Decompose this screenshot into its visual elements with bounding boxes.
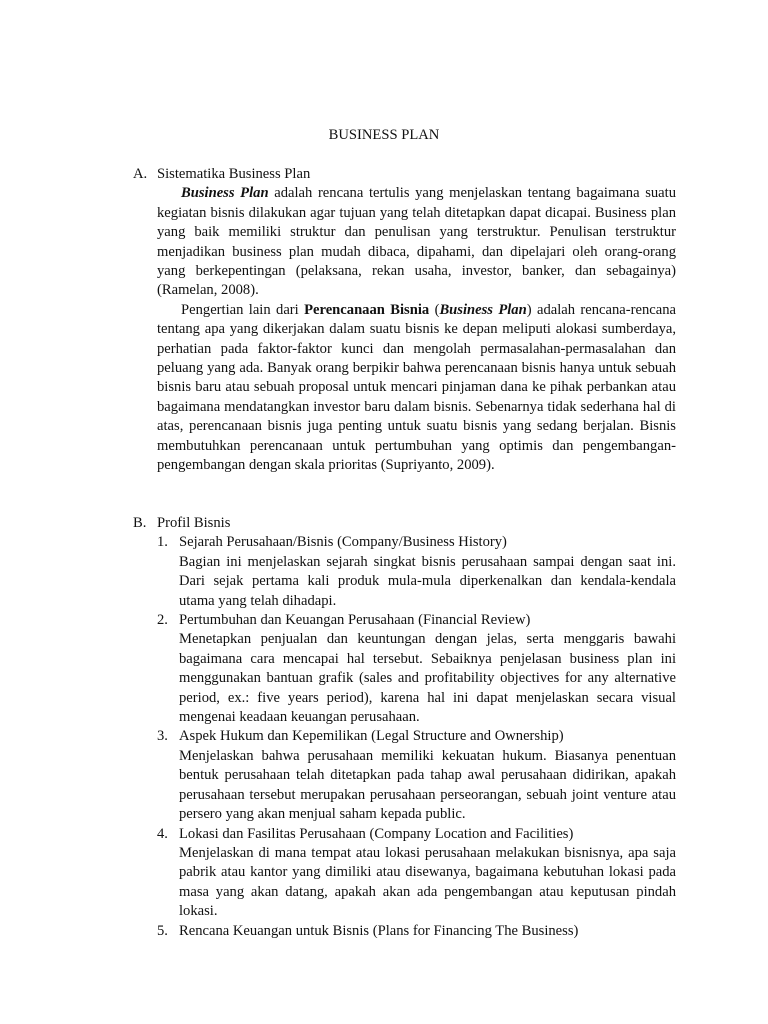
term-business-plan: Business Plan — [181, 185, 269, 202]
list-item — [157, 727, 676, 824]
paren-open-text: ( — [429, 301, 440, 318]
list-item-body — [179, 611, 676, 727]
list-item-heading: Rencana Keuangan untuk Bisnis (Plans for Financing The Business) — [179, 922, 579, 939]
section-a-body — [157, 184, 676, 475]
list-item — [157, 611, 676, 727]
document-title: BUSINESS PLAN — [328, 127, 440, 143]
paragraph-intro-text: Pengertian lain dari — [181, 301, 305, 318]
list-item — [157, 533, 676, 611]
list-item-heading: Pertumbuhan dan Keuangan Perusahaan (Financial Review) — [179, 612, 531, 629]
term-perencanaan-bisnia: Perencanaan Bisnia — [304, 301, 430, 318]
section-b-heading: Profil Bisnis — [157, 515, 231, 531]
list-item — [157, 825, 676, 922]
section-b-letter: B. — [133, 515, 147, 531]
paragraph-definition-text: adalah rencana tertulis yang menjelaskan tentang bagaimana suatu kegiatan bisnis dilakukan agar tujuan yang telah ditetapkan dapat dicapai. Business plan yang baik memiliki struktur dan penulisan yang terstruktur. Penulisan terstruktur menjadikan business plan mudah dibaca, dipahami, dan dipelajari oleh orang-orang yang berkepentingan (pelaksana, rekan usaha, investor, banker, dan sebagainya) (Ramelan, 2008). — [157, 185, 677, 299]
list-item-description: Menjelaskan di mana tempat atau lokasi perusahaan melakukan bisnisnya, apa saja pabrik atau kantor yang dimiliki atau disewanya, bagaimana kebutuhan lokasi pada masa yang akan datang, apakah akan ada pengembangan atau keputusan pindah lokasi. — [179, 844, 676, 920]
list-item-body — [179, 922, 676, 941]
paragraph-definition — [157, 184, 676, 300]
list-item-number: 4. — [157, 825, 168, 842]
list-item-body — [179, 533, 676, 611]
section-b-header — [133, 514, 676, 533]
section-a — [133, 165, 676, 476]
paragraph-alternative-text: ) adalah rencana-rencana tentang apa yang dikerjakan dalam suatu bisnis ke depan meliputi alokasi sumberdaya, perhatian pada faktor-faktor kunci dan mengolah permasalahan-permasalahan dan peluang yang ada. Banyak orang berpikir bahwa perencanaan bisnis hanya untuk sebuah bisnis baru atau sebuah proposal untuk mencari pinjaman dana ke pihak perbankan atau bagaimana mendatangkan investor baru dalam bisnis. Sebenarnya tidak sederhana hal di atas, perencanaan bisnis juga penting untuk suatu bisnis yang sedang berjalan. Bisnis membutuhkan perencanaan untuk pertumbuhan yang optimis dan pengembangan-pengembangan dengan skala prioritas (Supriyanto, 2009). — [157, 301, 676, 474]
list-item-number: 1. — [157, 534, 168, 551]
list-item-number: 5. — [157, 922, 168, 939]
section-a-heading: Sistematika Business Plan — [157, 166, 311, 182]
section-a-letter: A. — [133, 166, 148, 182]
paragraph-alternative-definition — [157, 301, 676, 476]
section-b — [133, 514, 676, 941]
list-item — [157, 922, 676, 941]
list-item-number: 3. — [157, 728, 168, 745]
list-item-body — [179, 825, 676, 922]
list-item-description: Menetapkan penjualan dan keuntungan dengan jelas, serta menggaris bawahi bagaimana cara mencapai hal tersebut. Sebaiknya penjelasan business plan ini menggunakan bantuan grafik (sales and profitability objectives for any alternative period, ex.: five years period), karena hal ini dapat menjelaskan secara visual mengenai keadaan keuangan perusahaan. — [179, 631, 676, 726]
list-item-heading: Aspek Hukum dan Kepemilikan (Legal Structure and Ownership) — [179, 728, 564, 745]
list-item-description: Menjelaskan bahwa perusahaan memiliki kekuatan hukum. Biasanya penentuan bentuk perusahaan telah ditetapkan pada tahap awal perusahaan didirikan, apakah perusahaan tersebut merupakan perusahaan perseorangan, sebuah joint venture atau persero yang akan menjual saham kepada public. — [179, 747, 676, 823]
section-a-header — [133, 165, 676, 184]
profile-list — [133, 533, 676, 941]
list-item-heading: Lokasi dan Fasilitas Perusahaan (Company Location and Facilities) — [179, 825, 574, 842]
list-item-number: 2. — [157, 612, 168, 629]
list-item-heading: Sejarah Perusahaan/Bisnis (Company/Business History) — [179, 534, 507, 551]
list-item-body — [179, 727, 676, 824]
list-item-description: Bagian ini menjelaskan sejarah singkat bisnis perusahaan sampai dengan saat ini. Dari sejak pertama kali produk mula-mula diperkenalkan dan kendala-kendala utama yang telah dihadapi. — [179, 553, 676, 609]
term-business-plan-italic: Business Plan — [439, 301, 527, 318]
